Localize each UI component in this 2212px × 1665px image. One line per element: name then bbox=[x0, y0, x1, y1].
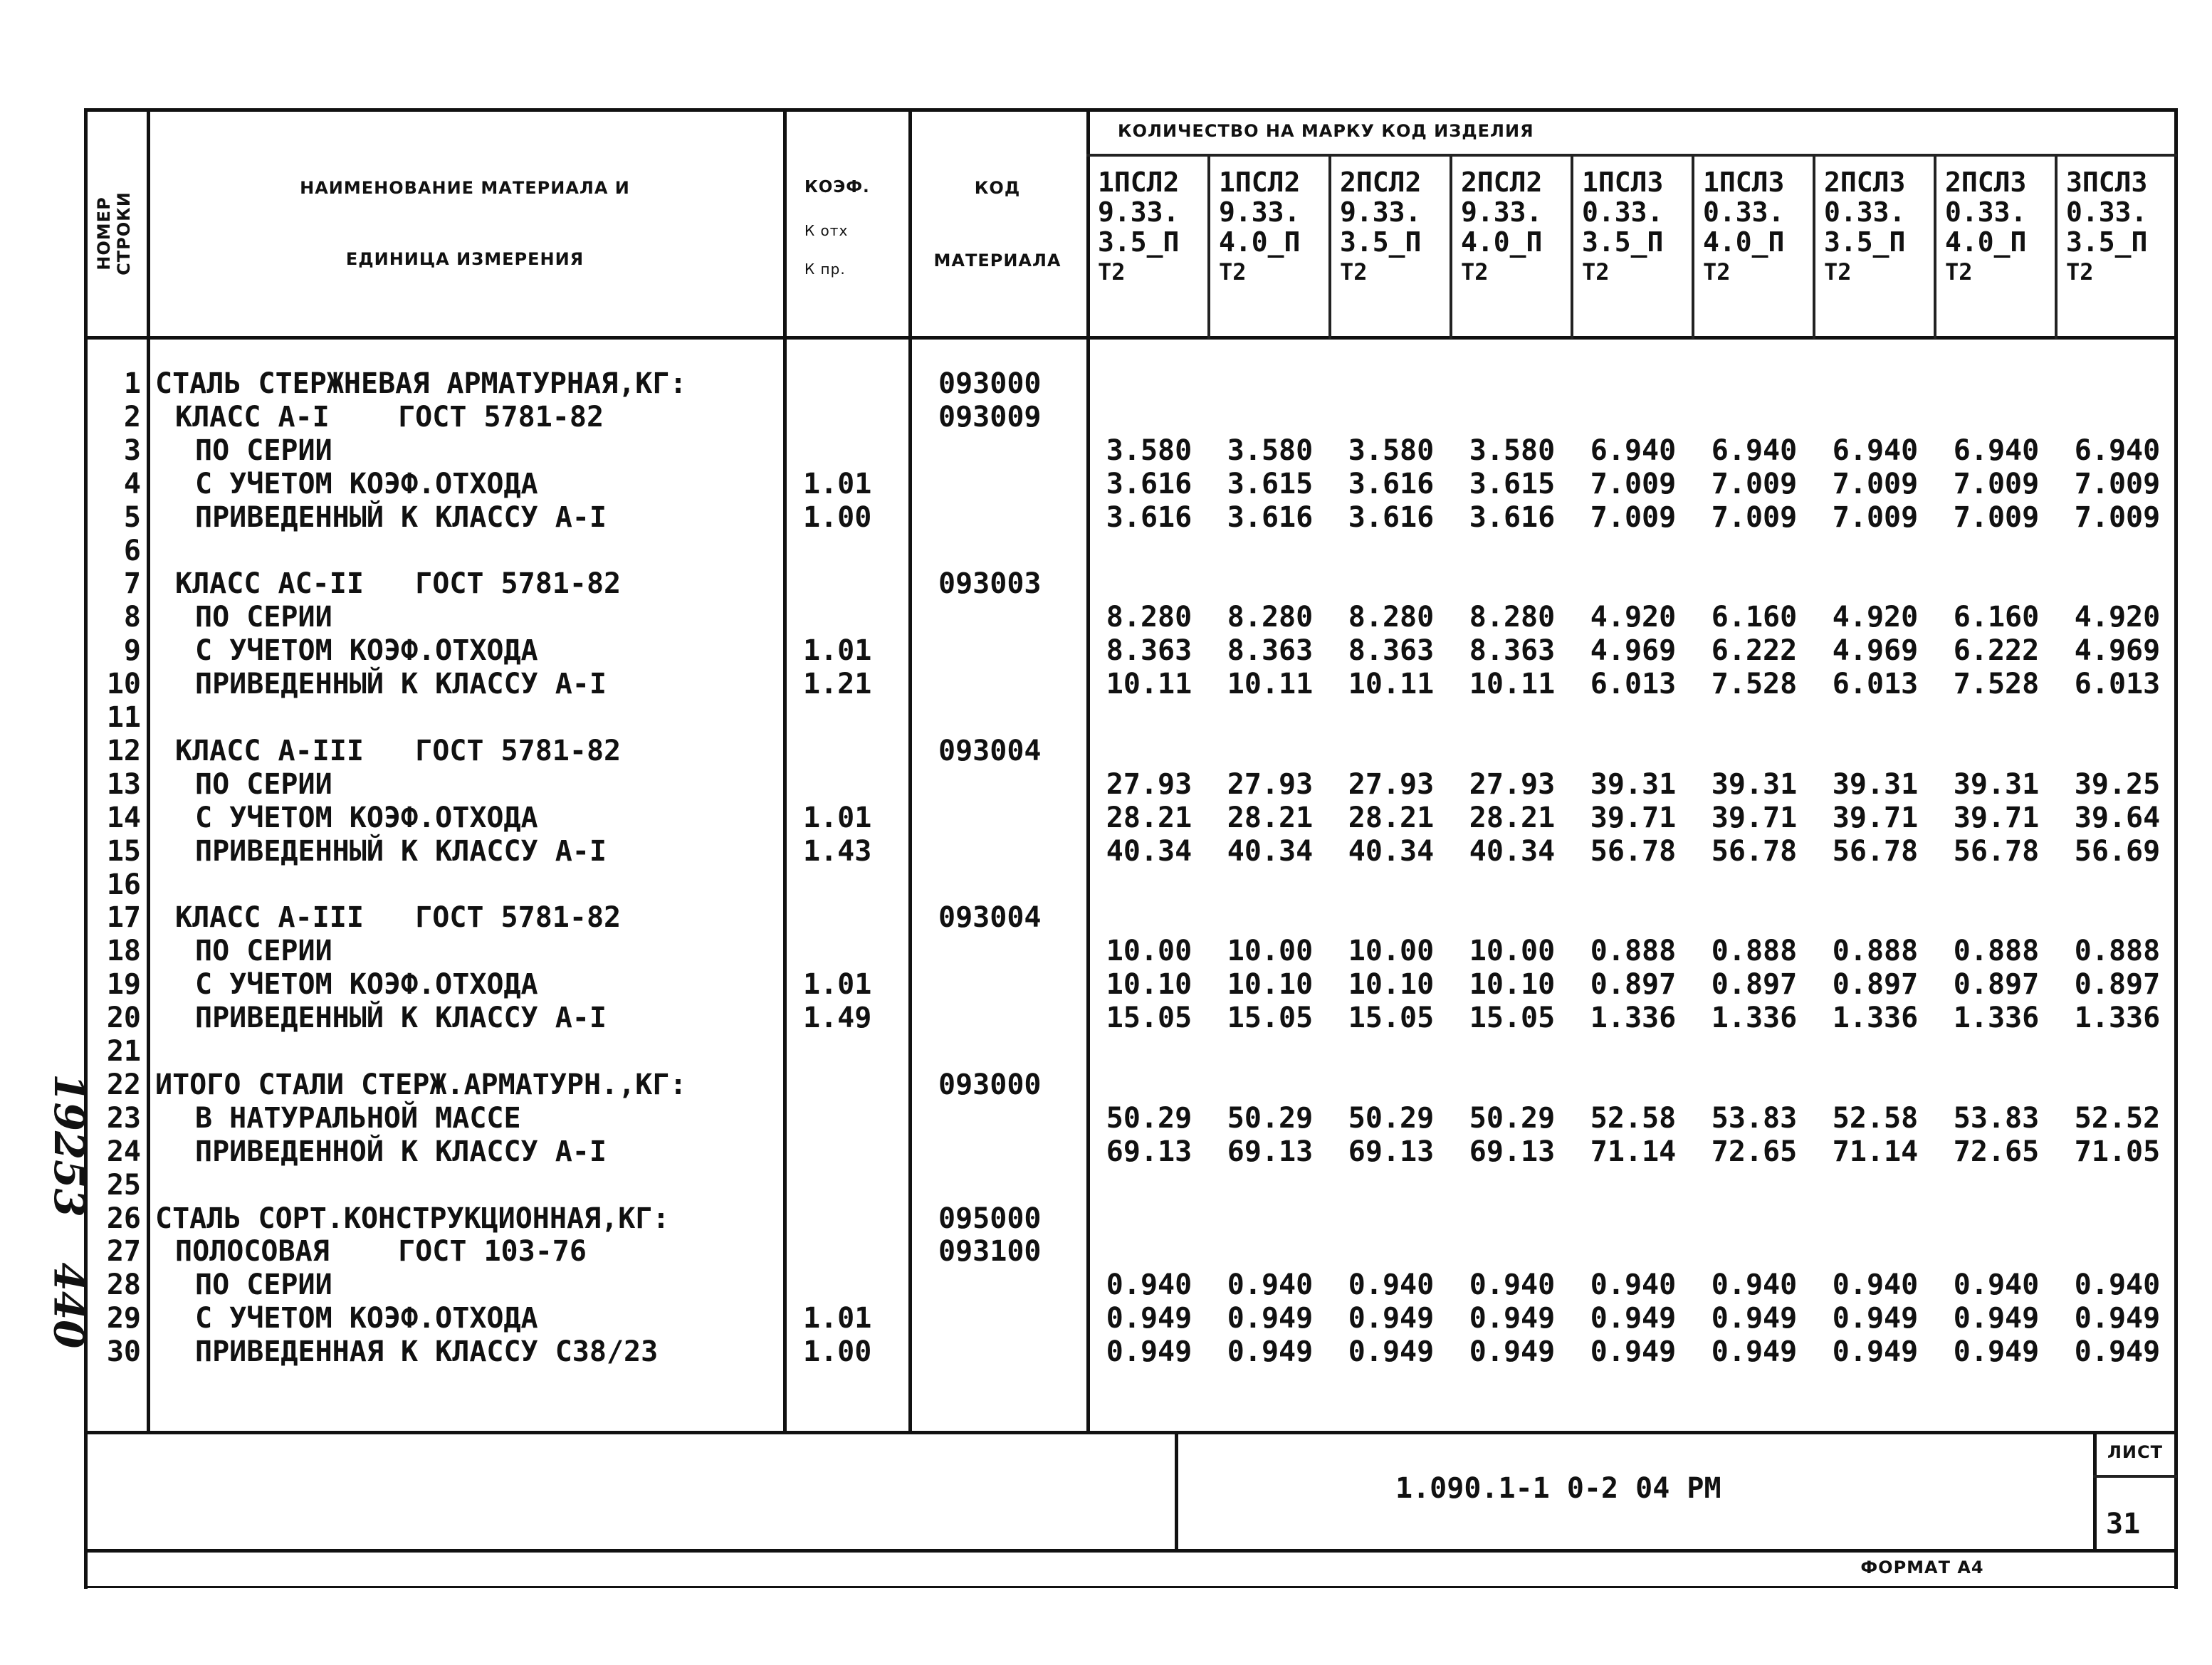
koef-value: 1.43 bbox=[803, 835, 872, 868]
quantity-cell: 1.336 bbox=[1590, 1002, 1677, 1034]
sheet-number: 31 bbox=[2106, 1508, 2141, 1540]
quantity-cell: 10.11 bbox=[1227, 668, 1314, 700]
product-column-header: 3.5_П bbox=[1824, 226, 1906, 258]
quantity-cell: 0.940 bbox=[1590, 1269, 1677, 1301]
product-column-header: 2ПСЛ3 bbox=[1945, 167, 2027, 198]
product-column-header: Т2 bbox=[2066, 258, 2094, 285]
quantity-cell: 8.280 bbox=[1106, 601, 1193, 634]
product-column-header: 1ПСЛ3 bbox=[1703, 167, 1785, 198]
quantity-cell: 7.009 bbox=[1711, 468, 1798, 500]
name-header-line1: НАИМЕНОВАНИЕ МАТЕРИАЛА И bbox=[300, 178, 630, 198]
quantity-cell: 39.71 bbox=[1953, 802, 2040, 834]
quantity-cell: 39.31 bbox=[1590, 768, 1677, 801]
row-number: 3 bbox=[123, 434, 141, 467]
quantity-cell: 0.949 bbox=[1227, 1302, 1314, 1335]
row-number: 2 bbox=[123, 401, 141, 434]
koef-value: 1.00 bbox=[803, 501, 872, 534]
koef-header-line2: К отх bbox=[804, 222, 849, 239]
material-name: ПО СЕРИИ bbox=[195, 935, 332, 967]
quantity-cell: 69.13 bbox=[1227, 1135, 1314, 1168]
quantity-cell: 3.616 bbox=[1348, 501, 1435, 534]
quantity-cell: 39.71 bbox=[1711, 802, 1798, 834]
product-column-header: 1ПСЛ2 bbox=[1098, 167, 1180, 198]
product-column-header: 2ПСЛ2 bbox=[1461, 167, 1543, 198]
product-column-header: Т2 bbox=[1703, 258, 1731, 285]
quantity-cell: 10.10 bbox=[1106, 968, 1193, 1001]
quantity-cell: 40.34 bbox=[1106, 835, 1193, 868]
row-number: 17 bbox=[106, 901, 141, 934]
frame-top bbox=[84, 108, 2177, 112]
quantity-cell: 40.34 bbox=[1469, 835, 1556, 868]
quantity-cell: 4.969 bbox=[1832, 634, 1919, 667]
quantity-cell: 8.363 bbox=[1227, 634, 1314, 667]
product-column-header: 0.33. bbox=[1703, 196, 1785, 228]
quantity-cell: 7.009 bbox=[2074, 501, 2161, 534]
product-column-header: 2ПСЛ3 bbox=[1824, 167, 1906, 198]
row-number: 6 bbox=[123, 535, 141, 567]
material-name: ПРИВЕДЕННЫЙ К КЛАССУ А-I bbox=[195, 501, 607, 534]
quantity-cell: 15.05 bbox=[1348, 1002, 1435, 1034]
quantity-cell: 28.21 bbox=[1227, 802, 1314, 834]
quantity-cell: 6.013 bbox=[2074, 668, 2161, 700]
quantity-cell: 69.13 bbox=[1348, 1135, 1435, 1168]
quantity-cell: 10.11 bbox=[1469, 668, 1556, 700]
quantity-cell: 0.888 bbox=[1953, 935, 2040, 967]
quantity-cell: 0.940 bbox=[1711, 1269, 1798, 1301]
quantity-cell: 7.009 bbox=[1590, 468, 1677, 500]
material-name: ПО СЕРИИ bbox=[195, 434, 332, 467]
product-column-header: Т2 bbox=[1945, 258, 1973, 285]
koef-value: 1.01 bbox=[803, 1302, 872, 1335]
row-number: 7 bbox=[123, 567, 141, 600]
quantity-cell: 0.940 bbox=[1106, 1269, 1193, 1301]
quantity-cell: 28.21 bbox=[1348, 802, 1435, 834]
quantity-cell: 0.897 bbox=[2074, 968, 2161, 1001]
product-column-header: Т2 bbox=[1461, 258, 1489, 285]
quantity-cell: 3.580 bbox=[1106, 434, 1193, 467]
quantity-cell: 39.71 bbox=[1832, 802, 1919, 834]
material-name: С УЧЕТОМ КОЭФ.ОТХОДА bbox=[195, 968, 538, 1001]
quantity-cell: 0.949 bbox=[1106, 1335, 1193, 1368]
material-code: 093004 bbox=[938, 901, 1042, 934]
frame-bottom bbox=[84, 1549, 2177, 1553]
quantity-cell: 0.897 bbox=[1832, 968, 1919, 1001]
quantity-cell: 56.69 bbox=[2074, 835, 2161, 868]
product-column-header: 0.33. bbox=[1824, 196, 1906, 228]
product-column-header: Т2 bbox=[1582, 258, 1610, 285]
quantity-cell: 10.00 bbox=[1348, 935, 1435, 967]
col-sep-koef bbox=[908, 108, 912, 1434]
quantity-cell: 15.05 bbox=[1227, 1002, 1314, 1034]
row-number: 23 bbox=[106, 1102, 141, 1135]
code-header-line2: МАТЕРИАЛА bbox=[933, 251, 1062, 271]
quantity-cell: 0.949 bbox=[1348, 1335, 1435, 1368]
quantity-cell: 0.949 bbox=[2074, 1302, 2161, 1335]
quantity-cell: 0.897 bbox=[1953, 968, 2040, 1001]
product-column-header: 3.5_П bbox=[1582, 226, 1664, 258]
quantity-cell: 10.11 bbox=[1106, 668, 1193, 700]
quantity-cell: 0.897 bbox=[1590, 968, 1677, 1001]
material-name: ПРИВЕДЕННЫЙ К КЛАССУ А-I bbox=[195, 668, 607, 700]
name-header-line2: ЕДИНИЦА ИЗМЕРЕНИЯ bbox=[345, 249, 585, 269]
product-column-header: 9.33. bbox=[1461, 196, 1543, 228]
product-column-header: 9.33. bbox=[1340, 196, 1422, 228]
quantity-cell: 0.940 bbox=[1953, 1269, 2040, 1301]
quantity-cell: 6.940 bbox=[1590, 434, 1677, 467]
frame-body-bottom bbox=[84, 1431, 2177, 1434]
quantity-cell: 72.65 bbox=[1953, 1135, 2040, 1168]
product-column-header: 3ПСЛ3 bbox=[2066, 167, 2148, 198]
quantity-cell: 4.969 bbox=[1590, 634, 1677, 667]
quantity-cell: 7.009 bbox=[1953, 501, 2040, 534]
row-number: 22 bbox=[106, 1068, 141, 1101]
material-name: СТАЛЬ СТЕРЖНЕВАЯ АРМАТУРНАЯ,КГ: bbox=[155, 367, 687, 400]
material-code: 093000 bbox=[938, 1068, 1042, 1101]
quantity-cell: 1.336 bbox=[1953, 1002, 2040, 1034]
quantity-cell: 0.940 bbox=[1832, 1269, 1919, 1301]
product-column-header: 4.0_П bbox=[1945, 226, 2027, 258]
quantity-cell: 10.00 bbox=[1106, 935, 1193, 967]
quantity-cell: 0.949 bbox=[1953, 1302, 2040, 1335]
row-number: 1 bbox=[123, 367, 141, 400]
quantity-cell: 0.897 bbox=[1711, 968, 1798, 1001]
quantity-cell: 27.93 bbox=[1227, 768, 1314, 801]
quantity-cell: 56.78 bbox=[1711, 835, 1798, 868]
frame-bottom-outer bbox=[84, 1586, 2177, 1588]
quantity-cell: 39.64 bbox=[2074, 802, 2161, 834]
row-number: 8 bbox=[123, 601, 141, 634]
quantity-cell: 4.920 bbox=[1832, 601, 1919, 634]
material-code: 093000 bbox=[938, 367, 1042, 400]
row-number: 16 bbox=[106, 868, 141, 901]
quantity-cell: 6.940 bbox=[1711, 434, 1798, 467]
koef-value: 1.49 bbox=[803, 1002, 872, 1034]
quantity-cell: 3.615 bbox=[1469, 468, 1556, 500]
quantity-cell: 15.05 bbox=[1106, 1002, 1193, 1034]
quantity-cell: 0.949 bbox=[1953, 1335, 2040, 1368]
quantity-cell: 39.31 bbox=[1832, 768, 1919, 801]
quantity-cell: 50.29 bbox=[1469, 1102, 1556, 1135]
quantity-cell: 1.336 bbox=[2074, 1002, 2161, 1034]
row-number: 28 bbox=[106, 1269, 141, 1301]
material-name: КЛАСС АС-II ГОСТ 5781-82 bbox=[175, 567, 622, 600]
row-number: 25 bbox=[106, 1169, 141, 1202]
material-name: ПОЛОСОВАЯ ГОСТ 103-76 bbox=[175, 1235, 587, 1268]
product-column-header: 1ПСЛ2 bbox=[1219, 167, 1301, 198]
quantity-cell: 39.31 bbox=[1711, 768, 1798, 801]
quantity-cell: 0.949 bbox=[1832, 1302, 1919, 1335]
footer-sep-left bbox=[1175, 1431, 1178, 1552]
quantity-cell: 7.009 bbox=[1832, 501, 1919, 534]
quantity-cell: 8.280 bbox=[1227, 601, 1314, 634]
material-name: КЛАСС А-I ГОСТ 5781-82 bbox=[175, 401, 604, 434]
code-header-line1: КОД bbox=[974, 178, 1021, 198]
quantity-cell: 6.013 bbox=[1590, 668, 1677, 700]
koef-header-line1: КОЭФ. bbox=[804, 178, 870, 196]
koef-value: 1.00 bbox=[803, 1335, 872, 1368]
quantity-cell: 6.940 bbox=[2074, 434, 2161, 467]
row-number: 30 bbox=[106, 1335, 141, 1368]
document-code: 1.090.1-1 0-2 04 РМ bbox=[1395, 1472, 1721, 1505]
product-column-header: Т2 bbox=[1340, 258, 1368, 285]
material-code: 093009 bbox=[938, 401, 1042, 434]
quantity-cell: 6.222 bbox=[1953, 634, 2040, 667]
quantity-cell: 3.580 bbox=[1469, 434, 1556, 467]
quantity-cell: 71.14 bbox=[1832, 1135, 1919, 1168]
quantity-cell: 7.009 bbox=[1590, 501, 1677, 534]
quantity-cell: 6.160 bbox=[1711, 601, 1798, 634]
material-name: СТАЛЬ СОРТ.КОНСТРУКЦИОННАЯ,КГ: bbox=[155, 1202, 670, 1235]
quantity-cell: 71.05 bbox=[2074, 1135, 2161, 1168]
quantity-cell: 0.949 bbox=[1106, 1302, 1193, 1335]
koef-header-line3: К пр. bbox=[804, 261, 846, 278]
quantity-cell: 53.83 bbox=[1711, 1102, 1798, 1135]
koef-value: 1.01 bbox=[803, 802, 872, 834]
row-number: 4 bbox=[123, 468, 141, 500]
quantity-cell: 0.940 bbox=[1469, 1269, 1556, 1301]
koef-value: 1.21 bbox=[803, 668, 872, 700]
quantity-cell: 0.949 bbox=[2074, 1335, 2161, 1368]
row-number: 21 bbox=[106, 1035, 141, 1068]
material-name: ПРИВЕДЕННЫЙ К КЛАССУ А-I bbox=[195, 1002, 607, 1034]
quantity-cell: 8.363 bbox=[1469, 634, 1556, 667]
quantity-cell: 39.71 bbox=[1590, 802, 1677, 834]
quantity-cell: 52.52 bbox=[2074, 1102, 2161, 1135]
quantity-cell: 39.25 bbox=[2074, 768, 2161, 801]
quantity-cell: 0.949 bbox=[1348, 1302, 1435, 1335]
quantity-cell: 3.615 bbox=[1227, 468, 1314, 500]
quantity-cell: 3.616 bbox=[1469, 501, 1556, 534]
format-label: ФОРМАТ А4 bbox=[1860, 1558, 1984, 1577]
quantity-cell: 52.58 bbox=[1590, 1102, 1677, 1135]
quantity-cell: 0.949 bbox=[1590, 1335, 1677, 1368]
quantity-cell: 0.888 bbox=[2074, 935, 2161, 967]
quantity-cell: 0.949 bbox=[1711, 1302, 1798, 1335]
quantity-cell: 3.616 bbox=[1227, 501, 1314, 534]
material-name: ПО СЕРИИ bbox=[195, 1269, 332, 1301]
quantity-cell: 3.616 bbox=[1106, 468, 1193, 500]
product-column-header: 3.5_П bbox=[1098, 226, 1180, 258]
row-number: 12 bbox=[106, 735, 141, 767]
material-code: 093003 bbox=[938, 567, 1042, 600]
row-number: 20 bbox=[106, 1002, 141, 1034]
quantity-cell: 7.528 bbox=[1953, 668, 2040, 700]
material-name: ПРИВЕДЕННОЙ К КЛАССУ А-I bbox=[195, 1135, 607, 1168]
quantity-cell: 0.940 bbox=[1348, 1269, 1435, 1301]
product-column-header: 4.0_П bbox=[1219, 226, 1301, 258]
side-note-number-top: 19253 bbox=[44, 1073, 93, 1217]
quantity-cell: 7.009 bbox=[1832, 468, 1919, 500]
quantity-cell: 27.93 bbox=[1348, 768, 1435, 801]
product-column-header: 3.5_П bbox=[1340, 226, 1422, 258]
product-column-header: 4.0_П bbox=[1703, 226, 1785, 258]
row-number: 19 bbox=[106, 968, 141, 1001]
row-number: 26 bbox=[106, 1202, 141, 1235]
material-name: КЛАСС А-III ГОСТ 5781-82 bbox=[175, 735, 622, 767]
material-code: 095000 bbox=[938, 1202, 1042, 1235]
quantity-cell: 7.009 bbox=[1953, 468, 2040, 500]
material-name: КЛАСС А-III ГОСТ 5781-82 bbox=[175, 901, 622, 934]
quantity-cell: 10.00 bbox=[1469, 935, 1556, 967]
material-code: 093004 bbox=[938, 735, 1042, 767]
row-number: 14 bbox=[106, 802, 141, 834]
quantity-cell: 0.949 bbox=[1469, 1335, 1556, 1368]
product-column-header: 0.33. bbox=[1582, 196, 1664, 228]
quantity-cell: 0.949 bbox=[1711, 1335, 1798, 1368]
quantity-cell: 39.31 bbox=[1953, 768, 2040, 801]
quantity-cell: 40.34 bbox=[1348, 835, 1435, 868]
material-name: ПО СЕРИИ bbox=[195, 768, 332, 801]
product-column-header: 9.33. bbox=[1219, 196, 1301, 228]
quantity-cell: 10.00 bbox=[1227, 935, 1314, 967]
col-sep-num bbox=[147, 108, 150, 1434]
product-column-header: 4.0_П bbox=[1461, 226, 1543, 258]
quantity-cell: 0.949 bbox=[1832, 1335, 1919, 1368]
quantity-cell: 6.160 bbox=[1953, 601, 2040, 634]
product-column-header: 1ПСЛ3 bbox=[1582, 167, 1664, 198]
quantity-cell: 0.949 bbox=[1590, 1302, 1677, 1335]
quantity-cell: 50.29 bbox=[1227, 1102, 1314, 1135]
col-sep-name bbox=[783, 108, 787, 1434]
product-column-header: 0.33. bbox=[2066, 196, 2148, 228]
quantity-cell: 10.10 bbox=[1469, 968, 1556, 1001]
material-name: С УЧЕТОМ КОЭФ.ОТХОДА bbox=[195, 802, 538, 834]
quantity-cell: 7.009 bbox=[2074, 468, 2161, 500]
quantity-cell: 52.58 bbox=[1832, 1102, 1919, 1135]
quantity-cell: 6.940 bbox=[1953, 434, 2040, 467]
quantity-cell: 28.21 bbox=[1106, 802, 1193, 834]
quantity-cell: 27.93 bbox=[1469, 768, 1556, 801]
material-name: ПО СЕРИИ bbox=[195, 601, 332, 634]
quantity-cell: 1.336 bbox=[1832, 1002, 1919, 1034]
material-name: В НАТУРАЛЬНОЙ МАССЕ bbox=[195, 1102, 521, 1135]
quantity-cell: 0.888 bbox=[1711, 935, 1798, 967]
row-number: 15 bbox=[106, 835, 141, 868]
product-column-header: 0.33. bbox=[1945, 196, 2027, 228]
quantity-cell: 6.013 bbox=[1832, 668, 1919, 700]
quantity-cell: 10.10 bbox=[1348, 968, 1435, 1001]
material-name: ПРИВЕДЕННЫЙ К КЛАССУ А-I bbox=[195, 835, 607, 868]
quantity-cell: 15.05 bbox=[1469, 1002, 1556, 1034]
quantity-cell: 69.13 bbox=[1106, 1135, 1193, 1168]
quantity-cell: 71.14 bbox=[1590, 1135, 1677, 1168]
quantity-cell: 3.616 bbox=[1348, 468, 1435, 500]
row-number-header: НОМЕР СТРОКИ bbox=[94, 191, 134, 275]
product-column-header: 2ПСЛ2 bbox=[1340, 167, 1422, 198]
quantity-cell: 3.616 bbox=[1106, 501, 1193, 534]
quantity-cell: 8.363 bbox=[1106, 634, 1193, 667]
row-number: 10 bbox=[106, 668, 141, 700]
quantity-cell: 6.222 bbox=[1711, 634, 1798, 667]
koef-value: 1.01 bbox=[803, 634, 872, 667]
product-column-header: Т2 bbox=[1824, 258, 1852, 285]
row-number: 5 bbox=[123, 501, 141, 534]
quantity-cell: 4.969 bbox=[2074, 634, 2161, 667]
material-name: ИТОГО СТАЛИ СТЕРЖ.АРМАТУРН.,КГ: bbox=[155, 1068, 687, 1101]
material-name: С УЧЕТОМ КОЭФ.ОТХОДА bbox=[195, 468, 538, 500]
row-number: 9 bbox=[123, 634, 141, 667]
quantity-cell: 0.888 bbox=[1832, 935, 1919, 967]
product-column-header: Т2 bbox=[1219, 258, 1247, 285]
material-name: ПРИВЕДЕННАЯ К КЛАССУ С38/23 bbox=[195, 1335, 659, 1368]
quantity-cell: 4.920 bbox=[2074, 601, 2161, 634]
row-number: 24 bbox=[106, 1135, 141, 1168]
product-column-header: 3.5_П bbox=[2066, 226, 2148, 258]
quantity-cell: 0.940 bbox=[1227, 1269, 1314, 1301]
product-column-header: Т2 bbox=[1098, 258, 1126, 285]
quantity-cell: 3.580 bbox=[1348, 434, 1435, 467]
material-name: С УЧЕТОМ КОЭФ.ОТХОДА bbox=[195, 1302, 538, 1335]
quantity-cell: 0.888 bbox=[1590, 935, 1677, 967]
quantity-cell: 0.940 bbox=[2074, 1269, 2161, 1301]
row-number: 18 bbox=[106, 935, 141, 967]
quantity-cell: 8.280 bbox=[1469, 601, 1556, 634]
quantity-cell: 6.940 bbox=[1832, 434, 1919, 467]
quantity-cell: 28.21 bbox=[1469, 802, 1556, 834]
row-number: 27 bbox=[106, 1235, 141, 1268]
frame-header-bottom bbox=[84, 336, 2177, 340]
quantity-cell: 0.949 bbox=[1469, 1302, 1556, 1335]
row-number: 29 bbox=[106, 1302, 141, 1335]
quantity-cell: 10.10 bbox=[1227, 968, 1314, 1001]
quantity-cell: 50.29 bbox=[1348, 1102, 1435, 1135]
quantity-cell: 50.29 bbox=[1106, 1102, 1193, 1135]
koef-value: 1.01 bbox=[803, 468, 872, 500]
quantity-cell: 8.280 bbox=[1348, 601, 1435, 634]
quantity-cell: 3.580 bbox=[1227, 434, 1314, 467]
quantity-cell: 69.13 bbox=[1469, 1135, 1556, 1168]
quantity-cell: 56.78 bbox=[1953, 835, 2040, 868]
quantity-cell: 53.83 bbox=[1953, 1102, 2040, 1135]
quantity-header: КОЛИЧЕСТВО НА МАРКУ КОД ИЗДЕЛИЯ bbox=[1118, 121, 1534, 141]
row-number: 13 bbox=[106, 768, 141, 801]
quantity-cell: 7.528 bbox=[1711, 668, 1798, 700]
sheet-label: ЛИСТ bbox=[2107, 1442, 2163, 1462]
quantity-cell: 1.336 bbox=[1711, 1002, 1798, 1034]
quantity-cell: 72.65 bbox=[1711, 1135, 1798, 1168]
quantity-cell: 0.949 bbox=[1227, 1335, 1314, 1368]
side-note-number-bottom: 440 bbox=[44, 1262, 93, 1349]
footer-sheet-line bbox=[2093, 1475, 2177, 1478]
quantity-cell: 7.009 bbox=[1711, 501, 1798, 534]
quantity-cell: 40.34 bbox=[1227, 835, 1314, 868]
quantity-cell: 8.363 bbox=[1348, 634, 1435, 667]
quantity-cell: 27.93 bbox=[1106, 768, 1193, 801]
product-column-header: 9.33. bbox=[1098, 196, 1180, 228]
qty-header-line bbox=[1086, 154, 2177, 157]
material-name: С УЧЕТОМ КОЭФ.ОТХОДА bbox=[195, 634, 538, 667]
quantity-cell: 56.78 bbox=[1832, 835, 1919, 868]
quantity-cell: 4.920 bbox=[1590, 601, 1677, 634]
row-number: 11 bbox=[106, 701, 141, 734]
quantity-cell: 10.11 bbox=[1348, 668, 1435, 700]
quantity-cell: 56.78 bbox=[1590, 835, 1677, 868]
koef-value: 1.01 bbox=[803, 968, 872, 1001]
material-code: 093100 bbox=[938, 1235, 1042, 1268]
